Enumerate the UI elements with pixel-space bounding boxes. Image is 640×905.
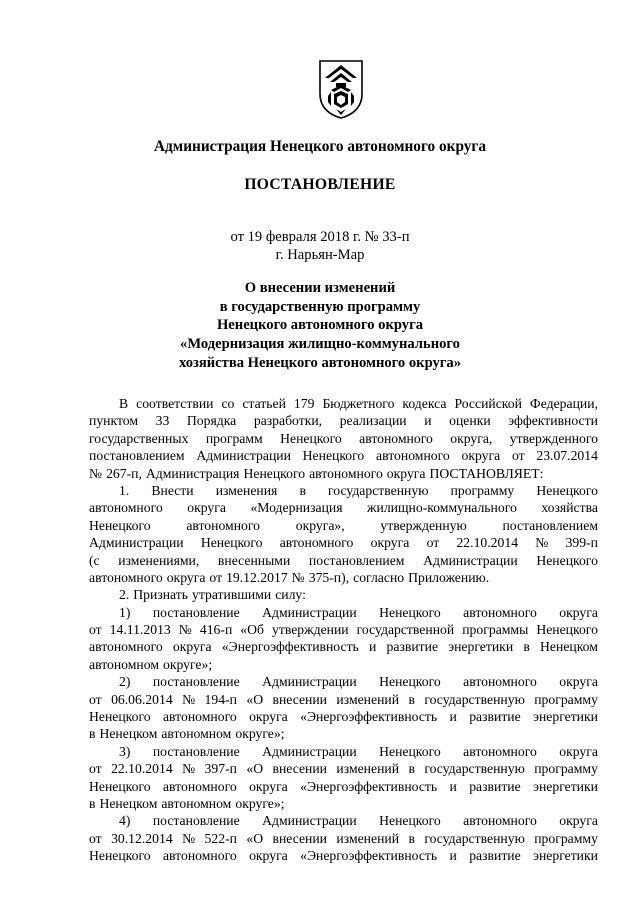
body-line: 4) постановление Администрации Ненецкого автономного округа — [119, 813, 598, 829]
document-body — [89, 395, 598, 865]
body-line: от 22.10.2014 № 397-п «О внесении изменений в государственную программу — [89, 761, 598, 777]
body-line: 2) постановление Администрации Ненецкого автономного округа — [119, 674, 598, 690]
body-line: Ненецкого автономного округа «Энергоэффективность и развитие энергетики — [89, 848, 598, 864]
document-type: ПОСТАНОВЛЕНИЕ — [244, 176, 396, 193]
body-line: от 06.06.2014 № 194-п «О внесении изменений в государственную программу — [89, 691, 598, 707]
body-line: от 14.11.2013 № 416-п «Об утверждении государственной программы Ненецкого — [89, 622, 598, 638]
coat-of-arms-emblem — [316, 58, 366, 120]
administration-name: Администрация Ненецкого автономного округа — [153, 138, 486, 155]
body-line: (с изменениями, внесенными постановлением Администрации Ненецкого — [89, 552, 598, 568]
body-line: автономного округа от 19.12.2017 № 375-п), согласно Приложению. — [89, 569, 490, 585]
body-line: автономном округе»; — [89, 656, 213, 672]
body-line: Ненецкого автономного округа», утвержденную постановлением — [89, 517, 598, 533]
body-line: Ненецкого автономного округа «Энергоэффективность и развитие энергетики — [89, 778, 598, 794]
date-and-number: от 19 февраля 2018 г. № 33-п — [230, 229, 410, 245]
body-line: в Ненецком автономном округе»; — [89, 726, 285, 742]
title-line: О внесении изменений — [244, 280, 396, 296]
body-line: пунктом 33 Порядка разработки, реализации и оценки эффективности — [89, 413, 598, 429]
body-line: 1. Внести изменения в государственную программу Ненецкого — [119, 482, 598, 498]
body-line: 2. Признать утратившими силу: — [119, 587, 306, 603]
body-line: автономного округа «Энергоэффективность и развитие энергетики в Ненецком — [89, 639, 598, 655]
title-line: хозяйства Ненецкого автономного округа» — [178, 354, 462, 371]
city: г. Нарьян-Мар — [275, 247, 365, 263]
body-line: автономного округа «Модернизация жилищно-коммунального хозяйства — [89, 500, 598, 516]
body-line: Ненецкого автономного округа «Энергоэффективность и развитие энергетики — [89, 709, 598, 725]
body-line: В соответствии со статьей 179 Бюджетного кодекса Российской Федерации, — [119, 396, 598, 411]
body-line: от 30.12.2014 № 522-п «О внесении изменений в государственную программу — [89, 830, 598, 846]
title-line: в государственную программу — [219, 298, 421, 315]
title-line: «Модернизация жилищно-коммунального — [180, 336, 460, 353]
body-line: № 267-п, Администрация Ненецкого автономного округа ПОСТАНОВЛЯЕТ: — [89, 465, 544, 481]
body-line: 1) постановление Администрации Ненецкого автономного округа — [119, 604, 598, 620]
body-line: 3) постановление Администрации Ненецкого автономного округа — [119, 743, 598, 759]
body-line: Администрации Ненецкого автономного округа от 22.10.2014 № 399-п — [89, 535, 598, 551]
body-line: постановлением Администрации Ненецкого автономного округа от 23.07.2014 — [89, 448, 598, 464]
body-line: в Ненецком автономном округе»; — [89, 795, 285, 811]
document-title — [0, 279, 640, 373]
title-line: Ненецкого автономного округа — [216, 317, 424, 334]
body-line: государственных программ Ненецкого автономного округа, утвержденного — [89, 430, 598, 446]
